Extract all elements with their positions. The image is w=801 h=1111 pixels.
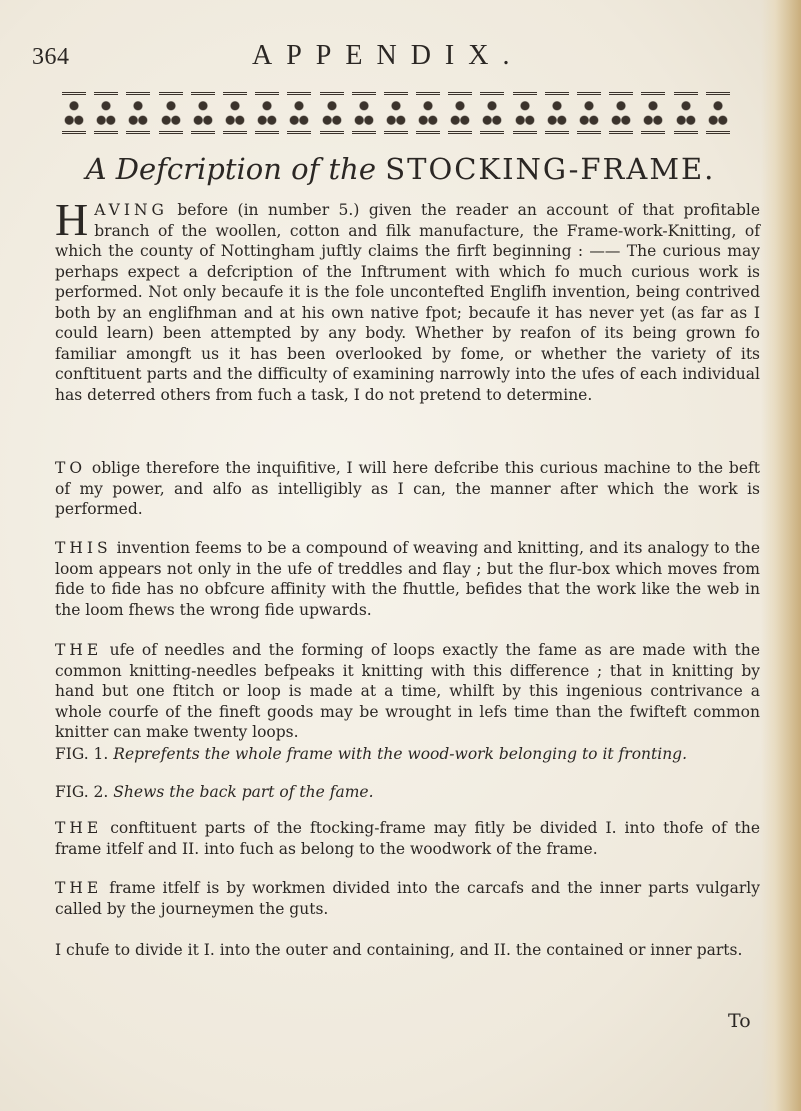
drop-cap: H <box>55 194 89 245</box>
title-main: STOCKING-FRAME. <box>385 152 716 186</box>
ornament-glyph <box>609 92 633 134</box>
printers-ornament <box>62 92 730 134</box>
paragraph-lead: TO <box>55 459 87 477</box>
ornament-glyph <box>480 92 504 134</box>
paragraph-text: conftituent parts of the ftocking-frame may fitly be divided I. into thofe of the frame itfelf and II. into fuch as belong to the woodwork of the frame. <box>55 819 761 858</box>
paragraph-lead: THE <box>55 819 103 837</box>
section-title <box>0 152 801 186</box>
paragraph-lead: THE <box>55 641 103 659</box>
figure-text: Reprefents the whole frame with the wood-work belonging to it fronting. <box>113 745 688 763</box>
paragraph-1 <box>55 194 760 405</box>
ornament-glyph <box>577 92 601 134</box>
paragraph-3 <box>55 538 760 620</box>
ornament-glyph <box>674 92 698 134</box>
page-header <box>32 40 552 80</box>
ornament-glyph <box>320 92 344 134</box>
page-number: 364 <box>32 44 70 70</box>
figure-1-caption <box>55 744 760 765</box>
paragraph-lead: THE <box>55 879 103 897</box>
ornament-glyph <box>159 92 183 134</box>
paragraph-7 <box>55 940 760 961</box>
ornament-glyph <box>94 92 118 134</box>
figure-2-caption <box>55 782 760 803</box>
ornament-glyph <box>352 92 376 134</box>
title-prefix: A Defcription of the <box>85 152 377 186</box>
paragraph-text: ufe of needles and the forming of loops exactly the fame as are made with the common knitting-needles befpeaks it knitting with this difference ; that in knitting by hand but one ftitch or loop is made at a time, whilft by this ingenious contrivance a whole courfe of the fineft goods may be wrought in lefs time than the fwifteft common knitter can make twenty loops. <box>55 641 761 741</box>
ornament-glyph <box>545 92 569 134</box>
figure-label: FIG. 1. <box>55 745 109 763</box>
catchword: To <box>728 1010 751 1032</box>
ornament-glyph <box>126 92 150 134</box>
ornament-glyph <box>384 92 408 134</box>
paragraph-5 <box>55 818 760 859</box>
ornament-glyph <box>287 92 311 134</box>
ornament-glyph <box>223 92 247 134</box>
running-head: APPENDIX. <box>252 40 524 71</box>
ornament-glyph <box>191 92 215 134</box>
paragraph-6 <box>55 878 760 919</box>
ornament-glyph <box>416 92 440 134</box>
figure-text: Shews the back part of the fame. <box>113 783 374 801</box>
paragraph-lead: THIS <box>55 539 112 557</box>
ornament-glyph <box>641 92 665 134</box>
ornament-glyph <box>706 92 730 134</box>
paragraph-text: frame itfelf is by workmen divided into the carcafs and the inner parts vulgarly called by the journeymen the guts. <box>55 879 761 918</box>
ornament-glyph <box>513 92 537 134</box>
figure-label: FIG. 2. <box>55 783 109 801</box>
ornament-glyph <box>255 92 279 134</box>
ornament-glyph <box>62 92 86 134</box>
ornament-glyph <box>448 92 472 134</box>
paragraph-lead: AVING <box>94 201 168 219</box>
paragraph-text: invention feems to be a compound of weaving and knitting, and its analogy to the loom appears not only in the ufe of treddles and flay ; but the flur-box which moves from fide to fide has no obfcure affinity with the fhuttle, befides that the work like the web in the loom fhews the wrong fide upwards. <box>55 539 760 619</box>
paragraph-4 <box>55 640 760 743</box>
paragraph-2 <box>55 458 760 520</box>
paragraph-text: I chufe to divide it I. into the outer and containing, and II. the contained or inner parts. <box>55 941 743 959</box>
paragraph-text: oblige therefore the inquifitive, I will here defcribe this curious machine to the beft of my power, and alfo as intelligibly as I can, the manner after which the work is performed. <box>55 459 760 518</box>
paragraph-text: before (in number 5.) given the reader an account of that profitable branch of the woollen, cotton and filk manufacture, the Frame-work-Knitting, of which the county of Nottingham juftly claims the firft beginning : —— The curious may perhaps expect a defcription of the Inftrument with which fo much curious work is performed. Not only becaufe it is the fole uncontefted Englifh invention, being contrived both by an englifhman and at his own native fpot; becaufe it has never yet (as far as I could learn) been attempted by any body. Whether by reafon of its being grown fo familiar amongft us it has been overlooked by fome, or whether the variety of its conftituent parts and the difficulty of examining narrowly into the ufes of each individual has deterred others from fuch a task, I do not pretend to determine. <box>55 201 760 404</box>
